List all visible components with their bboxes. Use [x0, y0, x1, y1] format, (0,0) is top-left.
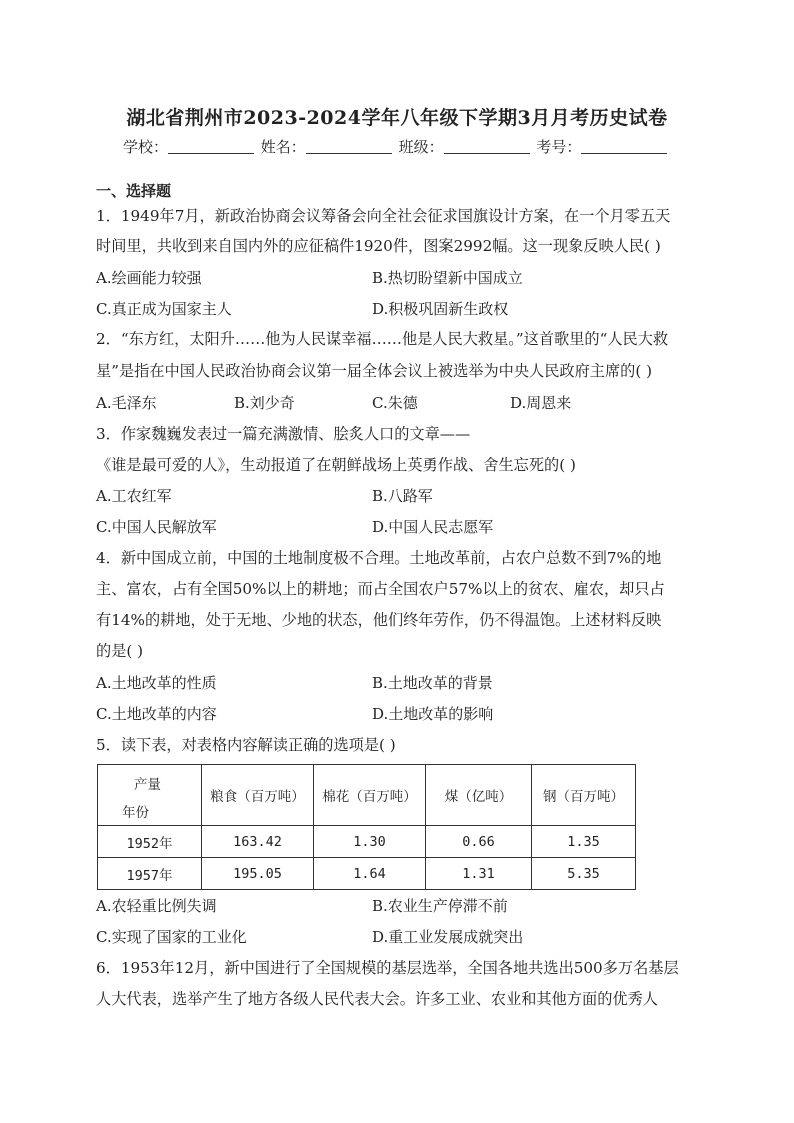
question-4-line-2: 主、富农，占有全国50%以上的耕地；而占全国农户57%以上的贫农、雇农，却只占 [96, 580, 665, 598]
question-5-option-c[interactable]: C.实现了国家的工业化 [96, 928, 247, 946]
table-cell: 1.64 [314, 858, 426, 890]
table-year-cell: 1957年 [98, 858, 202, 890]
table-cell: 163.42 [202, 826, 314, 858]
question-5-option-b[interactable]: B.农业生产停滞不前 [372, 897, 508, 915]
question-2-option-b[interactable]: B.刘少奇 [234, 394, 295, 412]
question-2-option-a[interactable]: A.毛泽东 [96, 394, 157, 412]
question-2-line-2: 星”是指在中国人民政治协商会议第一届全体会议上被选举为中央人民政府主席的( ) [96, 362, 653, 380]
question-4-line-1: 4．新中国成立前，中国的土地制度极不合理。土地改革前，占农户总数不到7%的地 [96, 549, 662, 567]
question-2-option-c[interactable]: C.朱德 [372, 394, 418, 412]
table-cell: 1.31 [426, 858, 532, 890]
table-row [98, 826, 636, 858]
question-4-line-3: 有14%的耕地，处于无地、少地的状态，他们终年劳作，仍不得温饱。上述材料反映 [96, 611, 662, 629]
table-header-cell: 煤（亿吨） [426, 765, 532, 826]
number-label: 考号： [536, 138, 582, 156]
table-header-cell: 棉花（百万吨） [314, 765, 426, 826]
number-blank[interactable] [581, 139, 667, 154]
question-3-option-b[interactable]: B.八路军 [372, 487, 433, 505]
question-3-line-1: 3．作家魏巍发表过一篇充满激情、脍炙人口的文章—— [96, 425, 471, 443]
question-5-option-d[interactable]: D.重工业发展成就突出 [372, 928, 524, 946]
table-header-cell: 粮食（百万吨） [202, 765, 314, 826]
table-cell: 1.35 [532, 826, 636, 858]
table-corner-bottom: 年份 [122, 805, 149, 821]
question-1-option-a[interactable]: A.绘画能力较强 [96, 269, 202, 287]
question-2-line-1: 2．“东方红，太阳升……他为人民谋幸福……他是人民大救星。”这首歌里的“人民大救 [96, 330, 669, 348]
school-label: 学校： [123, 138, 169, 156]
question-5-option-a[interactable]: A.农轻重比例失调 [96, 897, 217, 915]
table-header-cell: 钢（百万吨） [532, 765, 636, 826]
table-cell: 0.66 [426, 826, 532, 858]
question-1-line-1: 1．1949年7月，新政治协商会议筹备会向全社会征求国旗设计方案，在一个月零五天 [96, 207, 671, 225]
section-title: 一、选择题 [96, 182, 172, 200]
question-5-line-1: 5．读下表，对表格内容解读正确的选项是( ) [96, 736, 396, 754]
question-4-option-d[interactable]: D.土地改革的影响 [372, 705, 494, 723]
question-3-option-a[interactable]: A.工农红军 [96, 487, 172, 505]
table-year-cell: 1952年 [98, 826, 202, 858]
table-cell: 1.30 [314, 826, 426, 858]
table-row [98, 858, 636, 890]
question-4-option-b[interactable]: B.土地改革的背景 [372, 674, 493, 692]
table-cell: 5.35 [532, 858, 636, 890]
table-corner-cell [98, 765, 202, 826]
question-3-option-c[interactable]: C.中国人民解放军 [96, 518, 217, 536]
question-1-option-d[interactable]: D.积极巩固新生政权 [372, 300, 509, 318]
student-info-row [123, 136, 669, 157]
question-2-option-d[interactable]: D.周恩来 [510, 394, 572, 412]
production-table [97, 764, 636, 890]
question-4-option-c[interactable]: C.土地改革的内容 [96, 705, 217, 723]
question-4-line-4: 的是( ) [96, 642, 144, 660]
class-label: 班级： [398, 138, 444, 156]
school-blank[interactable] [168, 139, 254, 154]
question-3-line-2: 《谁是最可爱的人》，生动报道了在朝鲜战场上英勇作战、舍生忘死的( ) [96, 456, 576, 474]
name-blank[interactable] [306, 139, 392, 154]
question-1-line-2: 时间里，共收到来自国内外的应征稿件1920件，图案2992幅。这一现象反映人民( ) [96, 237, 661, 255]
question-4-option-a[interactable]: A.土地改革的性质 [96, 674, 217, 692]
table-corner-top: 产量 [134, 777, 161, 793]
class-blank[interactable] [444, 139, 530, 154]
question-3-option-d[interactable]: D.中国人民志愿军 [372, 518, 494, 536]
exam-title: 湖北省荆州市2023-2024学年八年级下学期3月月考历史试卷 [126, 107, 668, 129]
table-cell: 195.05 [202, 858, 314, 890]
table-header-row [98, 765, 636, 826]
question-1-option-b[interactable]: B.热切盼望新中国成立 [372, 269, 523, 287]
name-label: 姓名： [260, 138, 306, 156]
question-6-line-1: 6．1953年12月，新中国进行了全国规模的基层选举，全国各地共选出500多万名基层 [96, 959, 679, 977]
question-6-line-2: 人大代表，选举产生了地方各级人民代表大会。许多工业、农业和其他方面的优秀人 [96, 990, 658, 1008]
question-1-option-c[interactable]: C.真正成为国家主人 [96, 300, 232, 318]
